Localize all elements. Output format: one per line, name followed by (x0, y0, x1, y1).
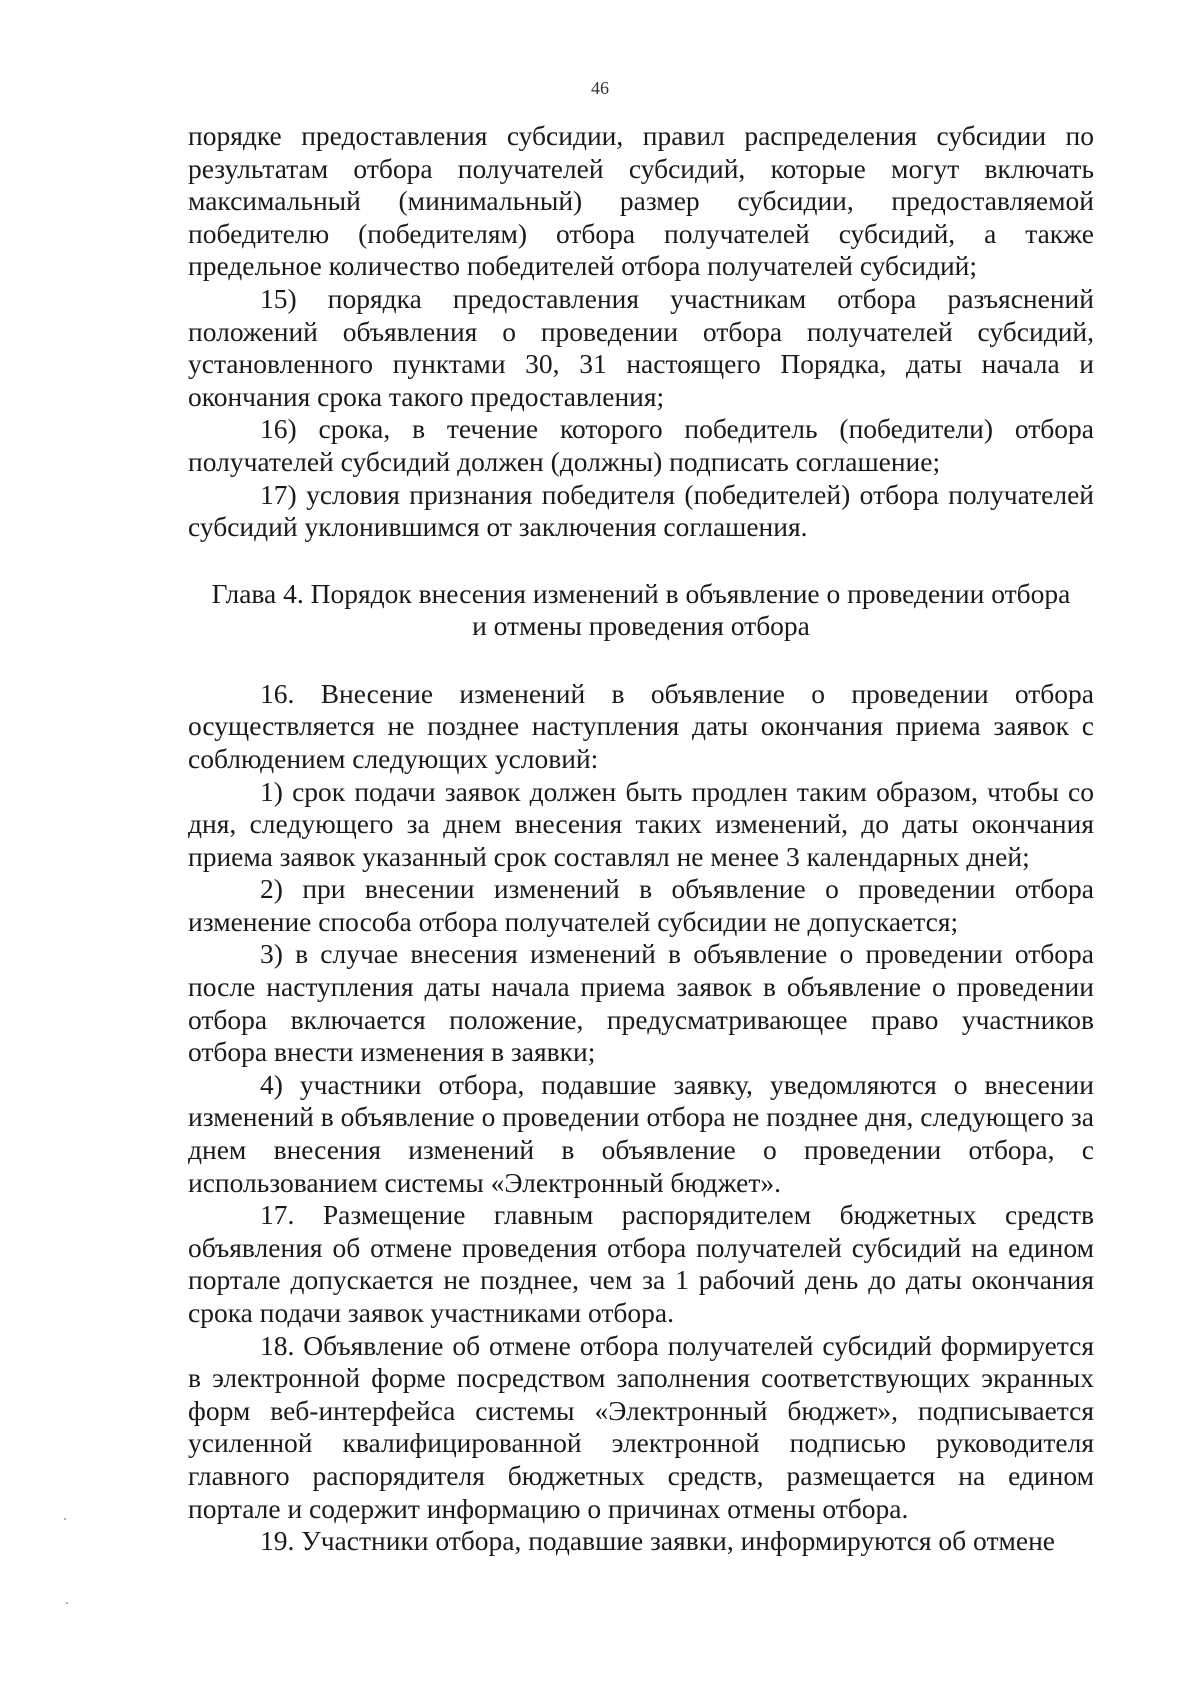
chapter-heading-line-1: Глава 4. Порядок внесения изменений в объявление о проведении отбора (211, 577, 1071, 609)
clause-18: 18. Объявление об отмене отбора получателей субсидий формируется в электронной форме посредством заполнения соответствующих экранных форм веб-интерфейса системы «Электронный бюджет», подписывается усиленной квалифицированной электронной подписью руководителя главного распорядителя бюджетных средств, размещается на едином портале и содержит информацию о причинах отмены отбора. (188, 1329, 1094, 1524)
paragraph-continuation: порядке предоставления субсидии, правил распределения субсидии по результатам отбора получателей субсидий, которые могут включать максимальный (минимальный) размер субсидии, предоставляемой победителю (победителям) отбора получателей субсидий, а также предельное количество победителей отбора получателей субсидий; (188, 120, 1094, 282)
scan-speck (66, 1602, 68, 1604)
paragraph-item-15: 15) порядка предоставления участникам отбора разъяснений положений объявления о проведении отбора получателей субсидий, установленного пунктами 30, 31 настоящего Порядка, даты начала и окончания срока такого предоставления; (188, 282, 1094, 412)
page-number: 46 (591, 78, 609, 98)
paragraph-item-16: 16) срока, в течение которого победитель (победители) отбора получателей субсидий должен (должны) подписать соглашение; (188, 413, 1094, 477)
clause-16-subitem-2: 2) при внесении изменений в объявление о проведении отбора изменение способа отбора получателей субсидии не допускается; (188, 873, 1094, 937)
paragraph-item-17: 17) условия признания победителя (победителей) отбора получателей субсидий уклонившимся от заключения соглашения. (188, 478, 1094, 543)
scan-speck (64, 1518, 66, 1520)
document-body (188, 120, 1094, 1558)
clause-16-subitem-1: 1) срок подачи заявок должен быть продлен таким образом, чтобы со дня, следующего за днем внесения таких изменений, до даты окончания приема заявок указанный срок составлял не менее 3 календарных дней; (188, 775, 1094, 872)
clause-19: 19. Участники отбора, подавшие заявки, информируются об отмене (260, 1525, 1055, 1557)
clause-16: 16. Внесение изменений в объявление о проведении отбора осуществляется не позднее наступления даты окончания приема заявок с соблюдением следующих условий: (188, 677, 1094, 774)
clause-16-subitem-4: 4) участники отбора, подавшие заявку, уведомляются о внесении изменений в объявление о проведении отбора не позднее дня, следующего за днем внесения изменений в объявление о проведении отбора, с использованием системы «Электронный бюджет». (188, 1068, 1094, 1198)
clause-16-subitem-3: 3) в случае внесения изменений в объявление о проведении отбора после наступления даты начала приема заявок в объявление о проведении отбора включается положение, предусматривающее право участников отбора внести изменения в заявки; (188, 938, 1094, 1068)
clause-17: 17. Размещение главным распорядителем бюджетных средств объявления об отмене проведения отбора получателей субсидий на едином портале допускается не позднее, чем за 1 рабочий день до даты окончания срока подачи заявок участниками отбора. (188, 1199, 1094, 1328)
chapter-heading-line-2: и отмены проведения отбора (472, 609, 810, 641)
chapter-heading (188, 578, 1094, 642)
